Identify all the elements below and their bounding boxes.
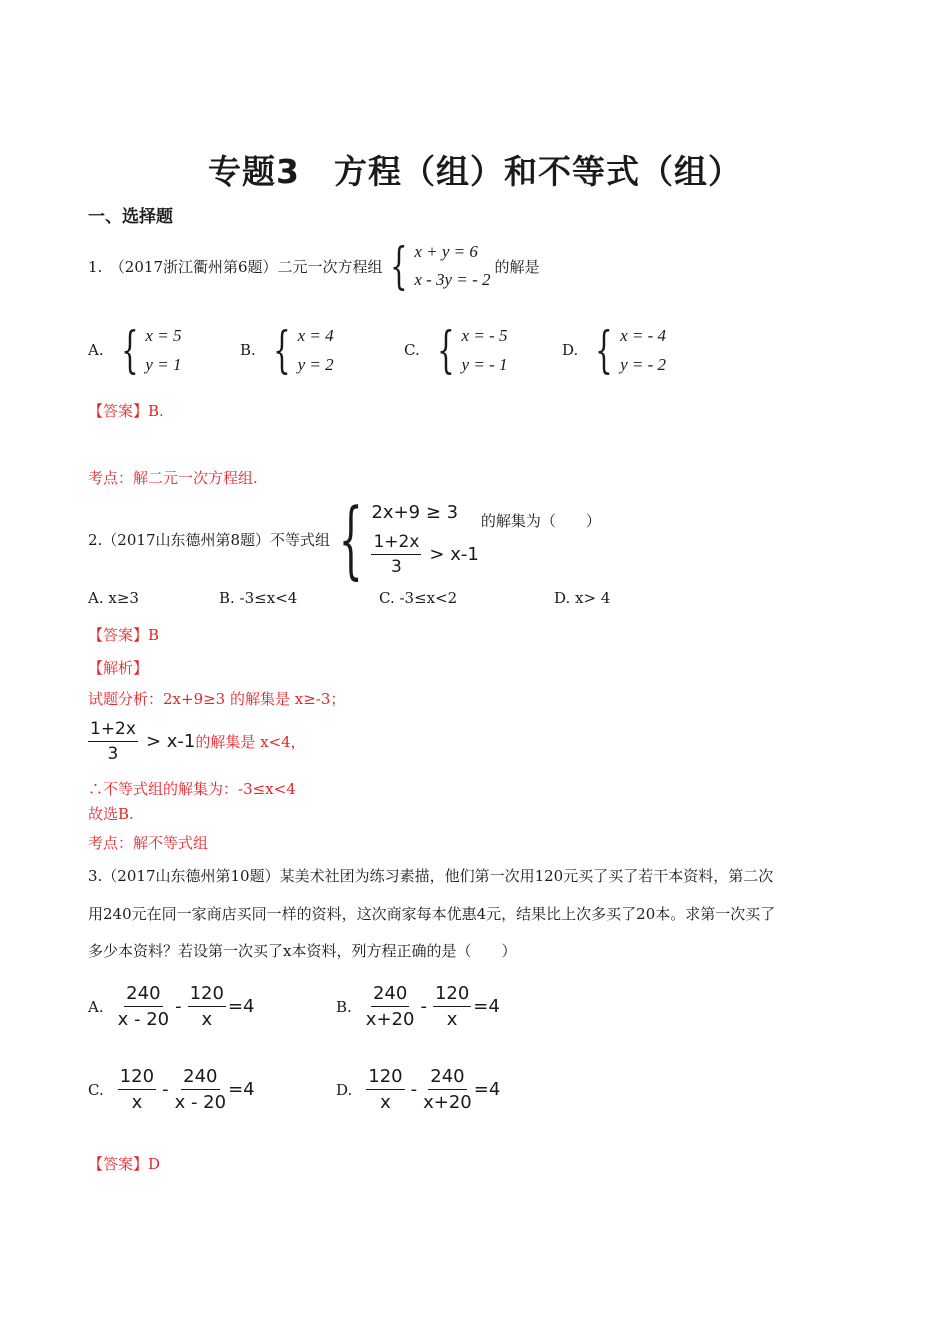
q1-option-d [562, 321, 666, 379]
q1-answer: 【答案】B. [88, 402, 164, 420]
fraction: $\frac{120}{x}$ [368, 1066, 403, 1113]
fraction: $\frac{240}{x+20}$ [365, 983, 415, 1030]
q2-option-c: C. -3≤x<2 [379, 589, 458, 607]
q3-answer: 【答案】D [88, 1155, 161, 1173]
option-equation: y = - 2 [620, 354, 667, 374]
equation-rhs: =4 [473, 996, 500, 1017]
option-equation: x = - 5 [461, 325, 508, 345]
q1-option-a [88, 321, 181, 379]
option-label: A. [88, 341, 104, 359]
q2-answer: 【答案】B [88, 626, 160, 644]
option-equation: x = 5 [145, 325, 182, 345]
q1-stem-tail: 的解是 [494, 257, 540, 276]
fraction: $\frac{120}{x}$ [189, 983, 224, 1030]
fraction: $\frac{240}{x - 20}$ [174, 1066, 227, 1113]
q1-option-b [240, 321, 334, 379]
fraction: $\frac{1+2x}{3}$ [90, 719, 136, 764]
q3-stem-line-3: 多少本资料？若设第一次买了x本资料，列方程正确的是（ ） [88, 942, 517, 960]
option-label: D. [562, 341, 579, 359]
q1-equation-system [383, 238, 491, 294]
q2-option-a: A. x≥3 [88, 589, 139, 607]
q2-knowledge-point: 考点：解不等式组 [88, 834, 209, 852]
brace-icon: { [272, 321, 291, 379]
q3-option-b [336, 983, 500, 1030]
question-1-stem [88, 238, 540, 294]
fraction: $\frac{240}{x+20}$ [423, 1066, 472, 1113]
question-2-stem [88, 490, 601, 588]
fraction: $\frac{1+2x}{3}$ [373, 531, 420, 577]
q1-equation-2: x - 3y = - 2 [414, 270, 491, 289]
q1-equation-1: x + y = 6 [414, 242, 478, 261]
equation-rhs: =4 [227, 996, 255, 1017]
q2-analysis-line-2 [88, 719, 306, 764]
q3-stem-line-1: 3.（2017山东德州第10题）某美术社团为练习素描，他们第一次用120元买了买了若干本资料，第二次 [88, 867, 774, 885]
minus-sign: - [420, 996, 427, 1017]
brace-icon: { [436, 321, 455, 379]
option-label: D. [336, 1080, 353, 1099]
fraction: $\frac{120}{x}$ [119, 1066, 155, 1113]
q2-stem-text: 2.（2017山东德州第8题）不等式组 [88, 530, 331, 549]
option-equation: y = - 1 [461, 354, 508, 374]
q3-option-a [88, 983, 255, 1030]
brace-icon: { [389, 237, 408, 295]
option-equation: x = 4 [297, 325, 334, 345]
option-label: A. [88, 997, 104, 1016]
fraction: $\frac{240}{x - 20}$ [117, 983, 170, 1030]
q2-choose: 故选B. [88, 805, 134, 823]
q2-inequality-1: 2x+9 ≥ 3 [371, 501, 459, 523]
option-label: C. [404, 341, 420, 359]
equation-rhs: =4 [473, 1079, 501, 1100]
q1-stem-text: 1. （2017浙江衢州第6题）二元一次方程组 [88, 257, 383, 276]
brace-icon: { [338, 490, 363, 588]
q2-option-d: D. x> 4 [554, 589, 611, 607]
page-title: 专题3 方程（组）和不等式（组） [208, 152, 742, 191]
q3-option-d [336, 1066, 500, 1113]
brace-icon: { [120, 321, 139, 379]
brace-icon: { [595, 321, 613, 379]
q2-inequality-system [330, 490, 479, 588]
q1-knowledge-point: 考点：解二元一次方程组. [88, 469, 258, 487]
option-label: B. [336, 997, 352, 1016]
q2-stem-tail: 的解集为（ ） [480, 511, 601, 530]
analysis-text: 的解集是 x<4， [195, 733, 306, 751]
inequality-rhs: > x-1 [145, 731, 196, 752]
q2-inequality-2: $\frac{1+2x}{3}$ > x-1 [373, 531, 479, 577]
q3-stem-line-2: 用240元在同一家商店买同一样的资料，这次商家每本优惠4元，结果比上次多买了20本。求第一次买了 [88, 905, 776, 923]
q2-analysis-heading: 【解析】 [88, 659, 149, 677]
fraction: $\frac{120}{x}$ [434, 983, 470, 1030]
q2-analysis-line-1: 试题分析：2x+9≥3 的解集是 x≥-3； [88, 690, 346, 708]
option-equation: y = 2 [297, 354, 334, 374]
q2-option-b: B. -3≤x<4 [219, 589, 298, 607]
option-label: B. [240, 341, 256, 359]
option-equation: y = 1 [145, 354, 182, 374]
option-label: C. [88, 1080, 104, 1099]
q2-analysis-line-3: ∴不等式组的解集为：-3≤x<4 [88, 780, 296, 798]
equation-rhs: =4 [228, 1079, 255, 1100]
minus-sign: - [175, 996, 182, 1017]
q1-option-c [404, 321, 507, 379]
q3-option-c [88, 1066, 255, 1113]
minus-sign: - [162, 1079, 169, 1100]
option-equation: x = - 4 [620, 325, 667, 345]
section-heading: 一、选择题 [88, 207, 173, 227]
minus-sign: - [410, 1079, 418, 1100]
